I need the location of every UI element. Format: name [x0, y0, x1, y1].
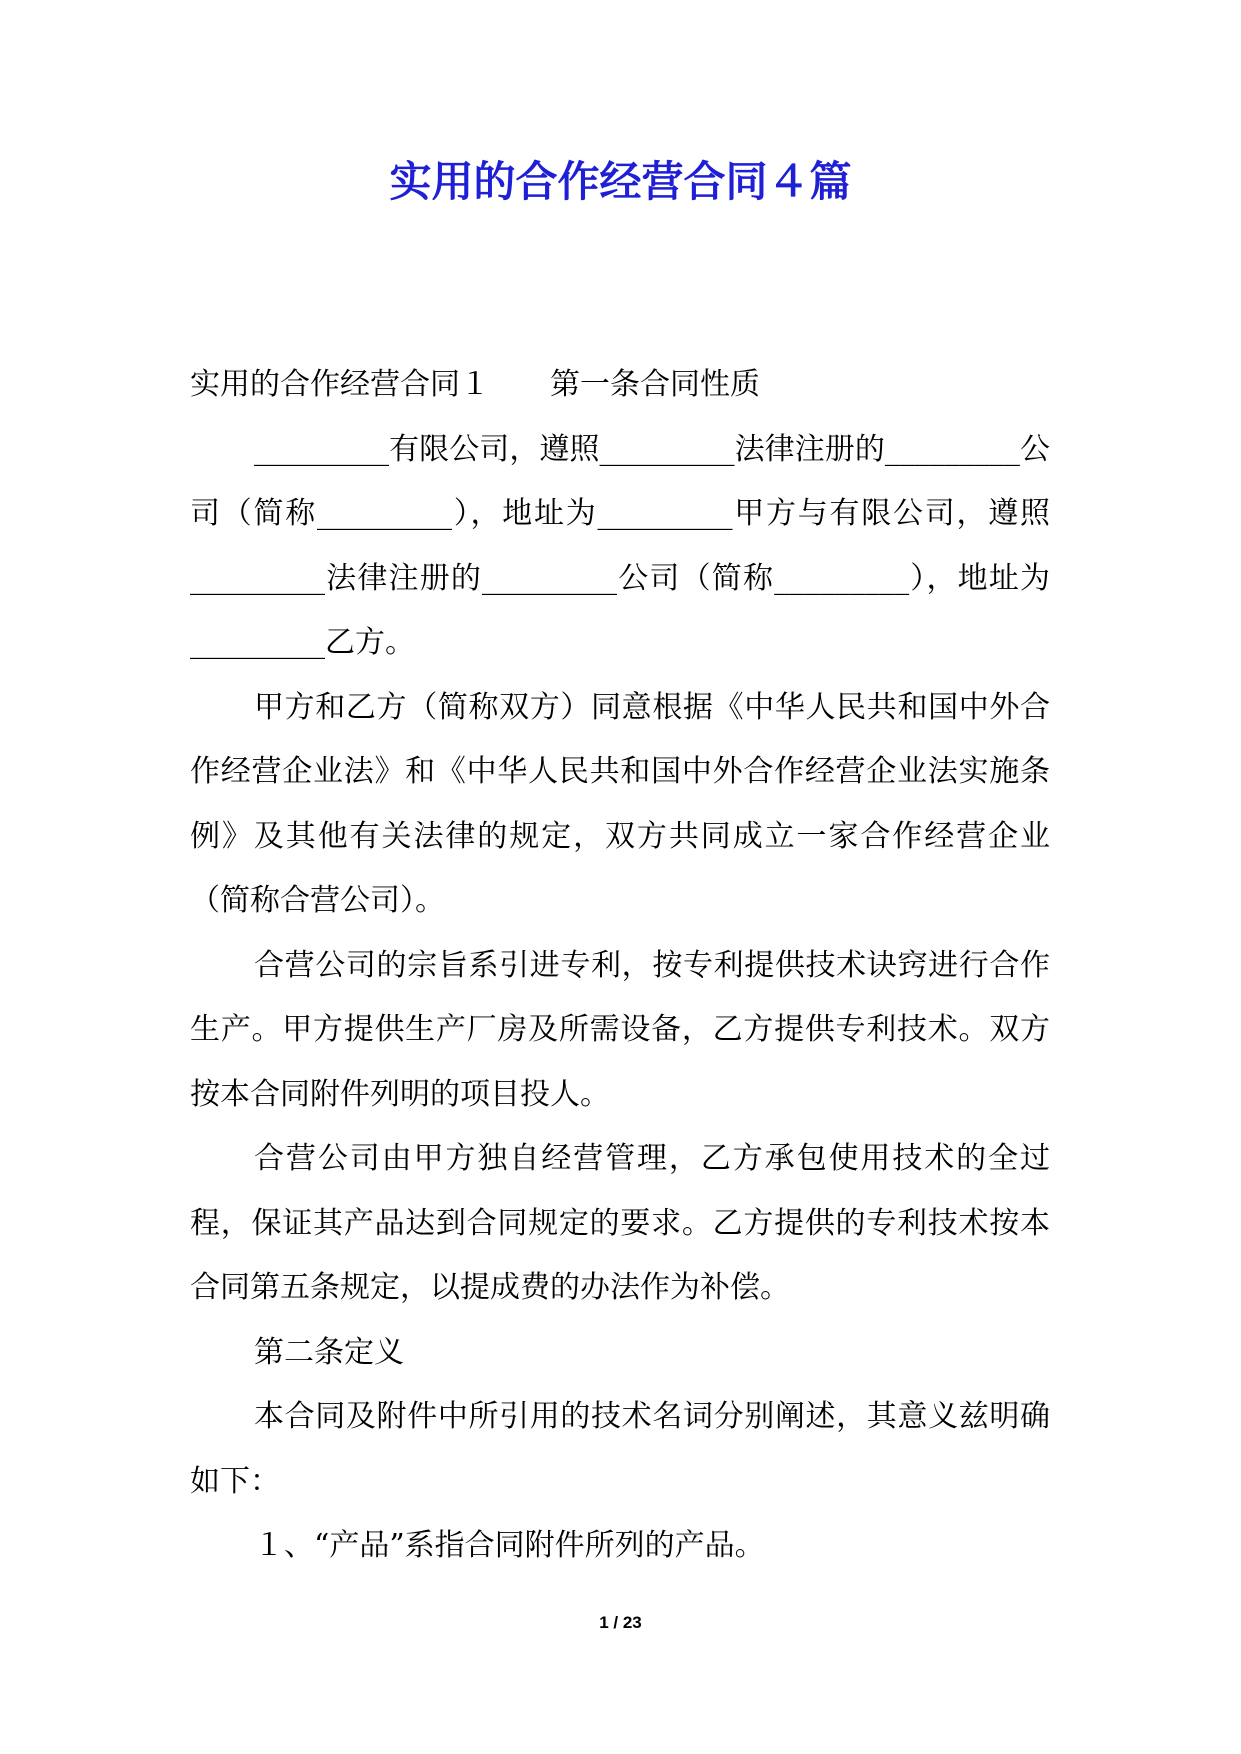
document-title: 实用的合作经营合同４篇: [389, 157, 852, 206]
document-body: [190, 353, 1050, 1579]
contract-heading-line: 实用的合作经营合同１ 第一条合同性质: [190, 367, 760, 402]
section-heading-definitions: 第二条定义: [254, 1334, 404, 1370]
paragraph-parties: _________有限公司，遵照_________法律注册的_________公司（简称_________），地址为_________甲方与有限公司，遵照_________法律注册的_________公司（简称_________），地址为_________乙方。: [190, 431, 1050, 660]
definition-item-1: １、“产品”系指合同附件所列的产品。: [254, 1528, 765, 1563]
paragraph-management: 合营公司由甲方独自经营管理，乙方承包使用技术的全过程，保证其产品达到合同规定的要求。乙方提供的专利技术按本合同第五条规定，以提成费的办法作为补偿。: [190, 1141, 1050, 1305]
paragraph-agreement: 甲方和乙方（简称双方）同意根据《中华人民共和国中外合作经营企业法》和《中华人民共和国中外合作经营企业法实施条例》及其他有关法律的规定，双方共同成立一家合作经营企业（简称合营公司）。: [190, 689, 1050, 918]
paragraph-purpose: 合营公司的宗旨系引进专利，按专利提供技术诀窍进行合作生产。甲方提供生产厂房及所需设备，乙方提供专利技术。双方按本合同附件列明的项目投人。: [190, 947, 1050, 1112]
paragraph-definitions-intro: 本合同及附件中所引用的技术名词分别阐述，其意义兹明确如下：: [190, 1399, 1050, 1499]
page-number: 1 / 23: [599, 1613, 642, 1632]
